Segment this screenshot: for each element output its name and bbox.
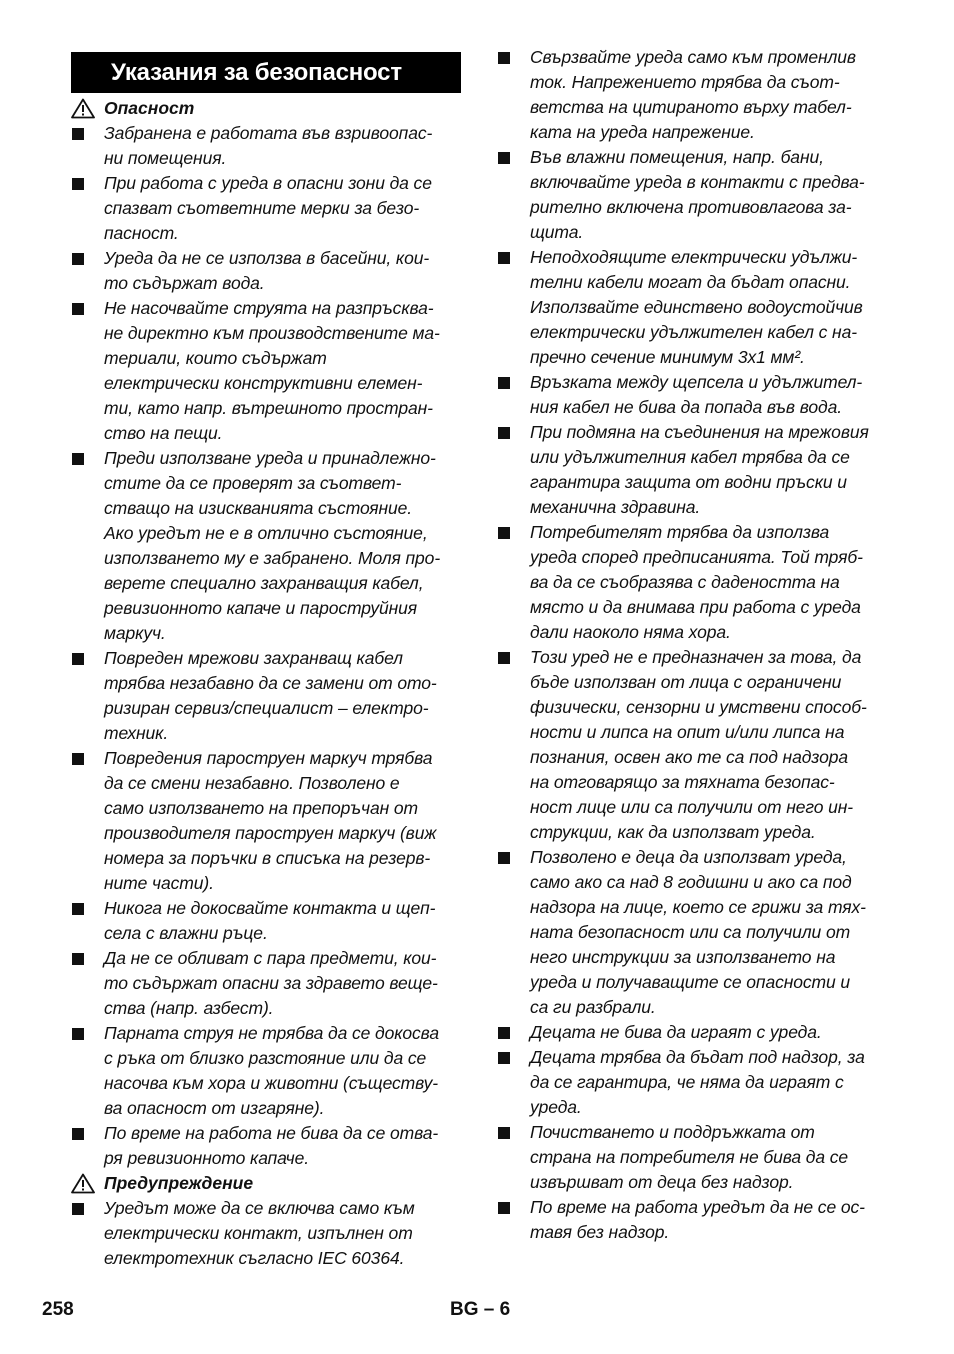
list-item-line: Този уред не е предназначен за това, да: [530, 647, 862, 667]
list-item-line: само ако са над 8 годишни и ако са под: [530, 872, 852, 892]
list-item-line: електрически контакт, изпълнен от: [104, 1223, 413, 1243]
square-bullet-icon: [498, 652, 510, 664]
list-item-line: ва опасност от изгаряне).: [104, 1098, 325, 1118]
square-bullet-icon: [72, 653, 84, 665]
list-item-line: или удължителния кабел трябва да се: [530, 447, 850, 467]
warning-list: [71, 1196, 461, 1271]
list-item-line: механична здравина.: [530, 497, 701, 517]
list-item-line: ря ревизионното капаче.: [104, 1148, 309, 1168]
list-item-line: извършват от деца без надзор.: [530, 1172, 794, 1192]
list-item-line: По време на работа уредът да не се ос-: [530, 1197, 865, 1217]
list-item-line: уреда.: [530, 1097, 582, 1117]
square-bullet-icon: [72, 253, 84, 265]
warning-triangle-icon: [71, 98, 95, 119]
list-item-line: Потребителят трябва да използва: [530, 522, 830, 542]
list-item-line: уреда и получаващите се опасности и: [530, 972, 851, 992]
list-item-line: телни кабели могат да бъдат опасни.: [530, 272, 851, 292]
square-bullet-icon: [72, 303, 84, 315]
list-item-line: стващо на изискванията състояние.: [104, 498, 413, 518]
list-item-line: само използването на препоръчан от: [104, 798, 419, 818]
list-item: [71, 171, 461, 246]
right-column: [497, 45, 889, 1245]
list-item-line: са ги разбрали.: [530, 997, 656, 1017]
warning-heading: [71, 1171, 461, 1196]
list-item-line: струкции, как да използват уреда.: [530, 822, 816, 842]
list-item-line: електрически удължителен кабел с на-: [530, 322, 857, 342]
list-item-line: Почистването и поддръжката от: [530, 1122, 815, 1142]
square-bullet-icon: [72, 953, 84, 965]
list-item-line: Забранена е работата във взривоопас-: [104, 123, 433, 143]
list-item-line: Използвайте единствено водоустойчив: [530, 297, 863, 317]
list-item-line: верете специално захранващия кабел,: [104, 573, 424, 593]
danger-list: [71, 121, 461, 1171]
square-bullet-icon: [72, 753, 84, 765]
list-item-line: не директно към производствените ма-: [104, 323, 440, 343]
page-number: 258: [42, 1299, 74, 1320]
list-item-line: Позволено е деца да използват уреда,: [530, 847, 847, 867]
list-item-line: ва да се съобразява с дадеността на: [530, 572, 840, 592]
left-column: [71, 52, 461, 1271]
list-item-line: дали наоколо няма хора.: [530, 622, 731, 642]
square-bullet-icon: [498, 427, 510, 439]
list-item: [71, 246, 461, 296]
list-item-line: ток. Напрежението трябва да съот-: [530, 72, 840, 92]
list-item-line: Ако уредът не е в отлично състояние,: [104, 523, 428, 543]
list-item-line: села с влажни ръце.: [104, 923, 268, 943]
list-item-line: ния кабел не бива да попада във вода.: [530, 397, 842, 417]
list-item-line: насочва към хора и животни (съществу-: [104, 1073, 438, 1093]
safety-list: [497, 45, 889, 1245]
list-item: [497, 370, 889, 420]
square-bullet-icon: [498, 852, 510, 864]
list-item: [71, 946, 461, 1021]
list-item: [71, 1121, 461, 1171]
section-title: Указания за безопасност: [71, 52, 461, 93]
list-item-line: пречно сечение минимум 3x1 мм².: [530, 347, 805, 367]
list-item-line: Да не се обливат с пара предмети, кои-: [104, 948, 437, 968]
list-item: [71, 296, 461, 446]
list-item-line: Преди използване уреда и принадлежно-: [104, 448, 436, 468]
square-bullet-icon: [498, 527, 510, 539]
page-code: BG – 6: [450, 1299, 511, 1320]
list-item-line: тавя без надзор.: [530, 1222, 670, 1242]
list-item: [497, 520, 889, 645]
square-bullet-icon: [498, 52, 510, 64]
list-item-line: Уреда да не се използва в басейни, кои-: [104, 248, 430, 268]
list-item-line: ветства на цитираното върху табел-: [530, 97, 852, 117]
list-item-line: ни помещения.: [104, 148, 227, 168]
list-item-line: то съдържат вода.: [104, 273, 265, 293]
list-item: [497, 1195, 889, 1245]
list-item-line: трябва незабавно да се замени от ото-: [104, 673, 437, 693]
list-item-line: Парната струя не трябва да се докосва: [104, 1023, 439, 1043]
danger-heading-label: Опасност: [104, 98, 195, 118]
list-item: [497, 1020, 889, 1045]
square-bullet-icon: [498, 1027, 510, 1039]
warning-triangle-icon: [71, 1173, 95, 1194]
list-item-line: с ръка от близко разстояние или да се: [104, 1048, 427, 1068]
list-item-line: електротехник съгласно IEC 60364.: [104, 1248, 405, 1268]
square-bullet-icon: [72, 178, 84, 190]
list-item-line: маркуч.: [104, 623, 166, 643]
list-item: [71, 646, 461, 746]
list-item-line: Никога не докосвайте контакта и щеп-: [104, 898, 436, 918]
list-item-line: него инструкции за използването на: [530, 947, 836, 967]
list-item-line: Децата трябва да бъдат под надзор, за: [530, 1047, 865, 1067]
list-item-line: електрически конструктивни елемен-: [104, 373, 423, 393]
list-item-line: щита.: [530, 222, 584, 242]
list-item-line: техник.: [104, 723, 169, 743]
list-item-line: уреда според предписанията. Той тряб-: [530, 547, 863, 567]
list-item: [497, 420, 889, 520]
list-item-line: Децата не бива да играят с уреда.: [530, 1022, 822, 1042]
list-item-line: познания, освен ако те са под надзора: [530, 747, 849, 767]
list-item: [497, 845, 889, 1020]
list-item-line: на отговарящо за тяхната безопас-: [530, 772, 835, 792]
list-item-line: рително включена противовлагова за-: [530, 197, 852, 217]
square-bullet-icon: [72, 1128, 84, 1140]
list-item-line: Повредения пароструен маркуч трябва: [104, 748, 433, 768]
square-bullet-icon: [72, 903, 84, 915]
list-item: [497, 45, 889, 145]
list-item: [71, 746, 461, 896]
list-item-line: физически, сензорни и умствени способ-: [530, 697, 867, 717]
list-item-line: производителя пароструен маркуч (виж: [104, 823, 437, 843]
list-item-line: ност лице или са получили от него ин-: [530, 797, 854, 817]
square-bullet-icon: [498, 1127, 510, 1139]
list-item-line: ната безопасност или са получили от: [530, 922, 851, 942]
list-item: [497, 645, 889, 845]
square-bullet-icon: [498, 1202, 510, 1214]
list-item: [71, 1196, 461, 1271]
list-item-line: да се смени незабавно. Позволено е: [104, 773, 400, 793]
list-item-line: териали, които съдържат: [104, 348, 327, 368]
list-item-line: Не насочвайте струята на разпръсква-: [104, 298, 434, 318]
square-bullet-icon: [72, 453, 84, 465]
list-item-line: страна на потребителя не бива да се: [530, 1147, 849, 1167]
list-item: [497, 145, 889, 245]
list-item-line: номера за поръчки в списъка на резерв-: [104, 848, 431, 868]
list-item-line: надзора на лице, което се грижи за тях-: [530, 897, 866, 917]
list-item-line: стите да се проверят за съответ-: [104, 473, 402, 493]
list-item-line: ката на уреда напрежение.: [530, 122, 755, 142]
list-item-line: При подмяна на съединения на мрежовия: [530, 422, 869, 442]
square-bullet-icon: [72, 1203, 84, 1215]
list-item-line: Връзката между щепсела и удължител-: [530, 372, 863, 392]
square-bullet-icon: [72, 128, 84, 140]
list-item-line: Свързвайте уреда само към променлив: [530, 47, 856, 67]
square-bullet-icon: [498, 377, 510, 389]
list-item-line: Във влажни помещения, напр. бани,: [530, 147, 824, 167]
list-item-line: По време на работа не бива да се отва-: [104, 1123, 439, 1143]
list-item: [497, 245, 889, 370]
list-item-line: ти, като напр. вътрешното простран-: [104, 398, 433, 418]
list-item-line: използването му е забранено. Моля про-: [104, 548, 441, 568]
list-item-line: ните части).: [104, 873, 214, 893]
danger-heading: [71, 96, 461, 121]
list-item-line: то съдържат опасни за здравето веще-: [104, 973, 438, 993]
list-item-line: ризиран сервиз/специалист – електро-: [104, 698, 429, 718]
square-bullet-icon: [498, 252, 510, 264]
list-item: [497, 1120, 889, 1195]
list-item-line: Неподходящите електрически удължи-: [530, 247, 858, 267]
list-item-line: ства (напр. азбест).: [104, 998, 274, 1018]
list-item-line: гарантира защита от водни пръски и: [530, 472, 847, 492]
list-item-line: спазват съответните мерки за безо-: [104, 198, 420, 218]
square-bullet-icon: [72, 1028, 84, 1040]
list-item-line: Повреден мрежови захранващ кабел: [104, 648, 403, 668]
list-item-line: да се гарантира, че няма да играят с: [530, 1072, 844, 1092]
list-item: [71, 121, 461, 171]
list-item-line: Уредът може да се включва само към: [104, 1198, 415, 1218]
list-item-line: бъде използван от лица с ограничени: [530, 672, 842, 692]
square-bullet-icon: [498, 1052, 510, 1064]
list-item-line: място и да внимава при работа с уреда: [530, 597, 861, 617]
list-item: [71, 1021, 461, 1121]
list-item-line: ности и липса на опит и/или липса на: [530, 722, 845, 742]
list-item-line: При работа с уреда в опасни зони да се: [104, 173, 432, 193]
list-item: [71, 896, 461, 946]
list-item-line: ревизионното капаче и пароструйния: [104, 598, 418, 618]
list-item-line: включвайте уреда в контакти с предва-: [530, 172, 865, 192]
square-bullet-icon: [498, 152, 510, 164]
list-item: [497, 1045, 889, 1120]
list-item: [71, 446, 461, 646]
list-item-line: пасност.: [104, 223, 179, 243]
list-item-line: ство на пещи.: [104, 423, 223, 443]
warning-heading-label: Предупреждение: [104, 1173, 254, 1193]
